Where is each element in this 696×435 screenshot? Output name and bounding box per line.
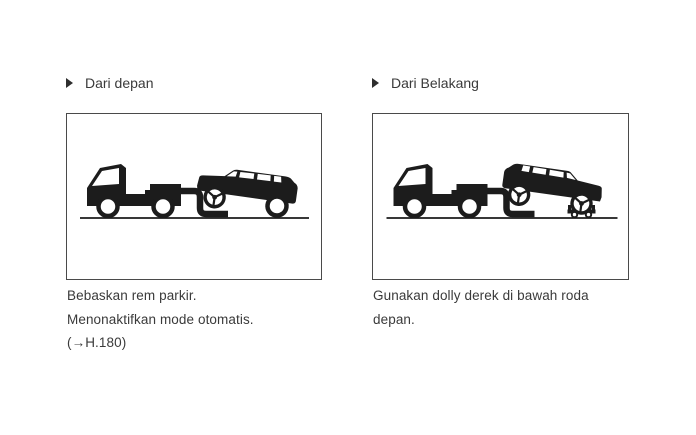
right-triangle-icon (372, 78, 379, 88)
caption-line: (→H.180) (67, 335, 127, 350)
lifted-front-wheel-steering-icon (204, 187, 225, 208)
caption-line: Menonaktifkan mode otomatis. (67, 311, 254, 327)
section-heading-front (66, 75, 154, 91)
front-wheel-on-dolly-steering-icon (571, 193, 592, 214)
heading-label: Dari depan (85, 75, 154, 91)
right-triangle-icon (66, 78, 73, 88)
towed-suv-rear-lifted (500, 162, 605, 216)
rear-wheel-on-ground (266, 195, 287, 216)
caption-line: Bebaskan rem parkir. (67, 288, 197, 303)
towing-from-rear-illustration (373, 114, 628, 279)
heading-label: Dari Belakang (391, 75, 479, 91)
caption-rear-towing (373, 284, 663, 331)
illustration-box-front-towing (66, 113, 322, 280)
caption-line: depan. (373, 311, 415, 327)
towed-suv-front-lifted (194, 164, 299, 218)
caption-line: Gunakan dolly derek di bawah roda (373, 288, 589, 303)
section-heading-rear (372, 75, 479, 91)
caption-front-towing (67, 284, 367, 355)
lifted-rear-wheel-steering-icon (508, 184, 529, 205)
towing-from-front-illustration (67, 114, 321, 279)
illustration-box-rear-towing (372, 113, 629, 280)
